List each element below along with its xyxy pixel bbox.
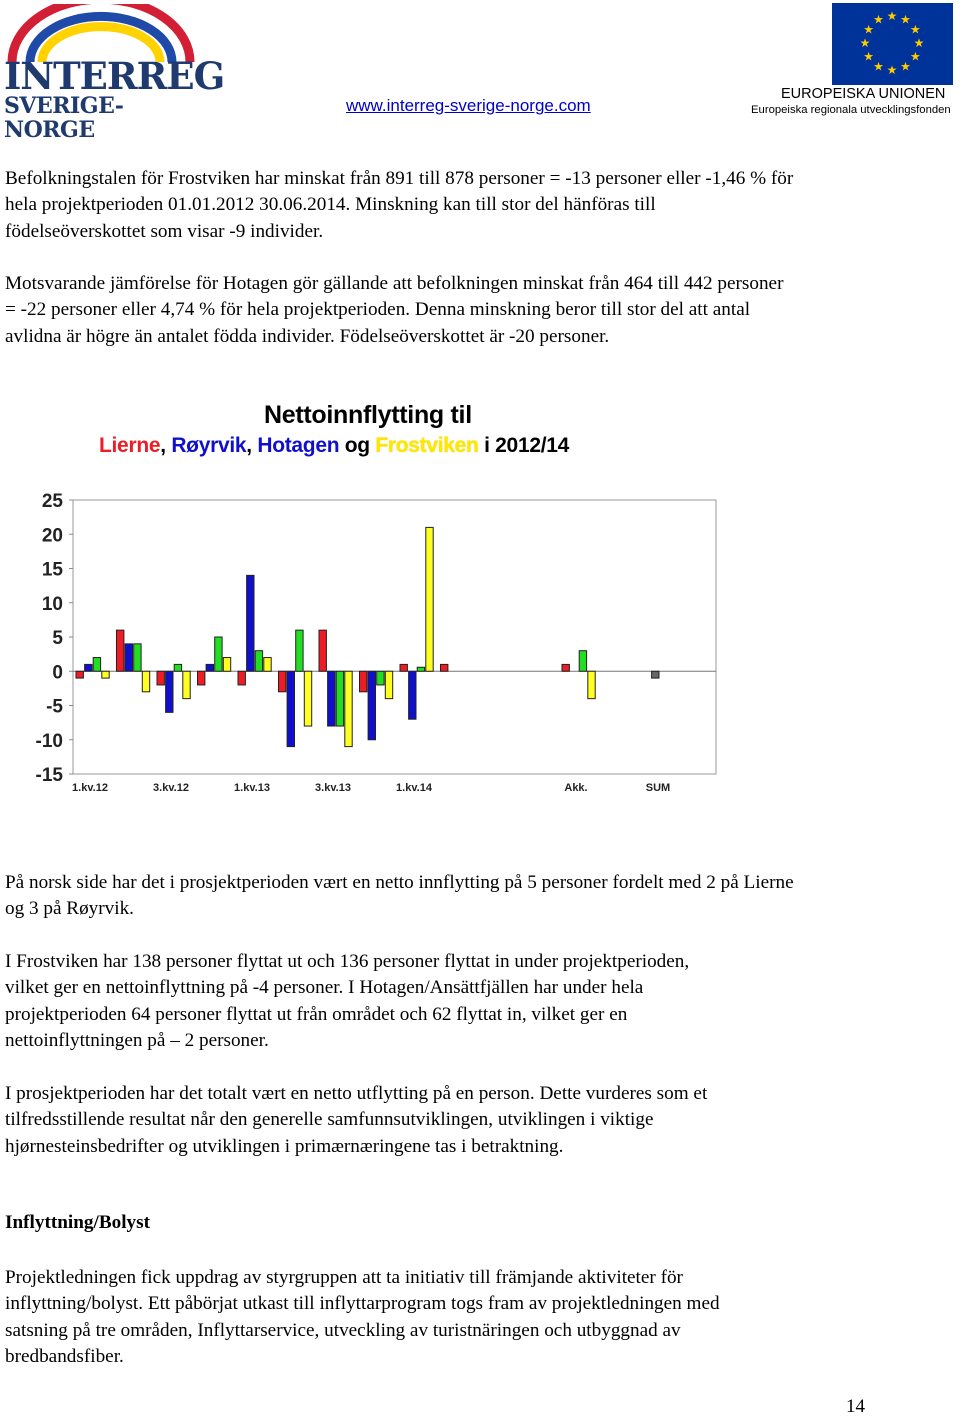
bar: [255, 651, 262, 672]
bar: [562, 664, 569, 671]
eu-star-icon: ★: [900, 59, 911, 74]
chart-subtitle-part: i 2012/14: [478, 434, 569, 457]
bar: [304, 671, 311, 726]
y-tick-label: 15: [41, 559, 63, 581]
bar: [134, 644, 141, 671]
y-tick-label: 25: [41, 491, 63, 512]
eu-star-icon: ★: [900, 12, 911, 27]
net-migration-chart: [0, 480, 960, 800]
bar: [360, 671, 367, 692]
paragraph-frostviken-population: Befolkningstalen för Frostviken har minskat från 891 till 878 personer = -13 personer eller -1,46 % för hela projektperioden 01.01.2012 30.06.2014. Minskning kan till stor del hänföras till födelseöverskottet som visar -9 individer.: [5, 168, 794, 242]
paragraph-norwegian-side: På norsk side har det i prosjektperioden vært en netto innflytting på 5 personer fordelt med 2 på Lierne og 3 på Røyrvik.: [5, 872, 794, 920]
eu-star-icon: ★: [886, 9, 898, 23]
y-tick-label: -5: [46, 696, 63, 718]
bar: [223, 658, 230, 672]
eu-star-icon: ★: [913, 36, 925, 50]
bar: [579, 651, 586, 672]
bar: [377, 671, 384, 685]
eu-star-icon: ★: [873, 59, 884, 74]
y-tick-label: 20: [41, 525, 63, 547]
bar: [198, 671, 205, 685]
bar: [206, 664, 213, 671]
bar: [142, 671, 149, 692]
bar: [409, 671, 416, 719]
bar: [345, 671, 352, 746]
bar: [102, 671, 109, 678]
eu-star-icon: ★: [863, 49, 875, 64]
chart-subtitle-part: Lierne: [99, 434, 161, 457]
bar: [125, 644, 132, 671]
x-tick-label: 1.kv.12: [72, 782, 108, 794]
logo-text-region: SVERIGE-NORGE: [4, 93, 124, 143]
chart-title: Nettoinnflytting til: [264, 401, 472, 429]
website-link[interactable]: www.interreg-sverige-norge.com: [346, 96, 591, 115]
interreg-logo: [2, 4, 225, 143]
bar: [85, 664, 92, 671]
x-tick-label: SUM: [645, 782, 671, 794]
plot-area: [73, 500, 716, 774]
eu-star-icon: ★: [873, 12, 884, 27]
bar: [296, 630, 303, 671]
y-tick-label: -15: [35, 765, 63, 786]
bar: [183, 671, 190, 698]
bar: [417, 667, 424, 671]
bar: [157, 671, 164, 685]
x-tick-label: 3.kv.13: [315, 782, 351, 794]
bar: [588, 671, 595, 698]
x-tick-label: Akk.: [564, 782, 588, 794]
bar: [328, 671, 335, 726]
eu-star-icon: ★: [886, 63, 898, 77]
chart-subtitle-part: ,: [160, 434, 172, 457]
x-tick-label: 1.kv.13: [234, 782, 270, 794]
bar: [264, 658, 271, 672]
chart-subtitle-part: Hotagen: [257, 434, 340, 457]
y-tick-label: 0: [52, 662, 63, 684]
bar: [319, 630, 326, 671]
bar: [279, 671, 286, 692]
bar: [441, 664, 448, 671]
eu-star-icon: ★: [859, 36, 871, 50]
bar: [93, 658, 100, 672]
bar: [166, 671, 173, 712]
paragraph-frostviken-migration: I Frostviken har 138 personer flyttat ut och 136 personer flyttat in under projektperioden, vilket ger en nettoinflyttning på -4 personer. I Hotagen/Ansättfjällen har under hela projektperioden 64 personer flyttat ut från området och 62 flyttat in, vilket ger en nettoinflyttningen på – 2 personer.: [5, 951, 690, 1052]
chart-subtitle-part: Røyrvik: [171, 434, 247, 457]
section-heading: Inflyttning/Bolyst: [5, 1212, 151, 1233]
bar: [368, 671, 375, 740]
x-tick-label: 1.kv.14: [396, 782, 432, 794]
eu-star-icon: ★: [863, 22, 875, 37]
eu-star-icon: ★: [909, 22, 921, 37]
y-tick-label: 10: [41, 593, 63, 615]
eu-flag-icon: [832, 3, 953, 85]
eu-star-icon: ★: [909, 49, 921, 64]
bar: [117, 630, 124, 671]
chart-subtitle-part: ,: [246, 434, 258, 457]
bar: [247, 575, 254, 671]
logo-text-interreg: INTERREG: [4, 54, 225, 98]
bar: [426, 527, 433, 671]
eu-title: EUROPEISKA UNIONEN: [781, 86, 946, 102]
eu-subtitle: Europeiska regionala utvecklingsfonden: [751, 104, 951, 116]
bar: [400, 664, 407, 671]
chart-subtitle-part: Frostviken: [375, 434, 479, 457]
paragraph-inflyttning: Projektledningen fick uppdrag av styrgruppen att ta initiativ till främjande aktiviteter för inflyttning/bolyst. Ett påbörjat utkast till inflyttarprogram togs fram av projektledningen med satsning på tre områden, Inflyttarservice, utveckling av turistnäringen och utbyggnad av bredbandsfiber.: [5, 1267, 720, 1368]
chart-subtitle-part: og: [339, 434, 376, 457]
y-tick-label: 5: [52, 628, 63, 649]
bar: [385, 671, 392, 698]
paragraph-project-result: I prosjektperioden har det totalt vært en netto utflytting på en person. Dette vurderes som et tilfredsstillende resultat når den generelle samfunnsutviklingen, utviklingen i viktige hjørnesteinsbedrifter og utviklingen i primærnæringene tas i betraktning.: [5, 1083, 708, 1157]
bar: [215, 637, 222, 671]
x-tick-label: 3.kv.12: [153, 782, 189, 794]
bar: [287, 671, 294, 746]
y-tick-label: -10: [35, 730, 63, 752]
paragraph-hotagen-population: Motsvarande jämförelse för Hotagen gör gällande att befolkningen minskat från 464 till 442 personer = -22 personer eller 4,74 % för hela projektperioden. Denna minskning beror till stor del att antal avlidna är högre än antalet födda individer. Födelseöverskottet är -20 personer.: [5, 273, 784, 347]
bar: [652, 671, 659, 678]
bar: [76, 671, 83, 678]
bar: [238, 671, 245, 685]
bar: [336, 671, 343, 726]
bar: [174, 664, 181, 671]
chart-subtitle: [99, 434, 569, 458]
page-number: 14: [846, 1396, 865, 1417]
